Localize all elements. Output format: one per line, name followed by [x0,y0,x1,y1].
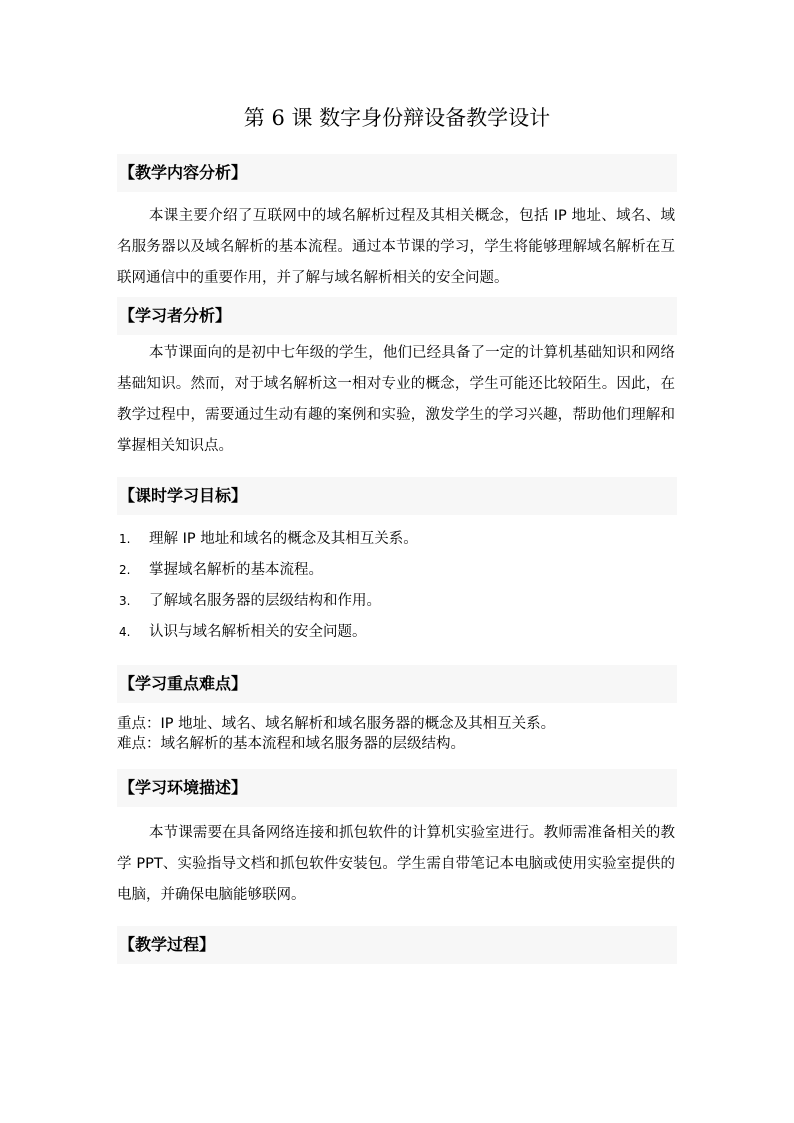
list-item-text: 理解 IP 地址和域名的概念及其相互关系。 [149,531,418,547]
list-item [117,524,677,555]
list-number: 1. [119,532,131,546]
list-number: 2. [119,563,131,577]
key-points-block [117,714,677,754]
objectives-list [117,524,677,648]
list-number: 4. [119,625,131,639]
list-item [117,617,677,648]
list-item-text: 了解域名服务器的层级结构和作用。 [149,593,381,609]
list-item [117,586,677,617]
section-heading-process: 【教学过程】 [117,926,677,964]
section-heading-environment: 【学习环境描述】 [117,769,677,807]
content-analysis-text: 本课主要介绍了互联网中的域名解析过程及其相关概念，包括 IP 地址、域名、域名服务器以及域名解析的基本流程。通过本节课的学习，学生将能够理解域名解析在互联网通信中的重要作用，并了解与域名解析相关的安全问题。 [117,208,675,286]
list-number: 3. [119,594,131,608]
section-heading-content-analysis: 【教学内容分析】 [117,154,677,192]
page-title: 第 6 课 数字身份辩设备教学设计 [243,106,551,130]
environment-text: 本节课需要在具备网络连接和抓包软件的计算机实验室进行。教师需准备相关的教学 PPT、实验指导文档和抓包软件安装包。学生需自带笔记本电脑或使用实验室提供的电脑，并确保电脑能够联网。 [117,825,675,903]
key-point-text: 重点：IP 地址、域名、域名解析和域名服务器的概念及其相互关系。 [117,716,556,732]
section-heading-key-points: 【学习重点难点】 [117,665,677,703]
list-item-text: 掌握域名解析的基本流程。 [149,562,323,578]
section-heading-learner-analysis: 【学习者分析】 [117,297,677,335]
section-heading-objectives: 【课时学习目标】 [117,477,677,515]
list-item-text: 认识与域名解析相关的安全问题。 [149,624,367,640]
learner-analysis-text: 本节课面向的是初中七年级的学生，他们已经具备了一定的计算机基础知识和网络基础知识。然而，对于域名解析这一相对专业的概念，学生可能还比较陌生。因此，在教学过程中，需要通过生动有趣的案例和实验，激发学生的学习兴趣，帮助他们理解和掌握相关知识点。 [117,345,675,454]
difficult-point-text: 难点：域名解析的基本流程和域名服务器的层级结构。 [117,736,465,752]
list-item [117,555,677,586]
